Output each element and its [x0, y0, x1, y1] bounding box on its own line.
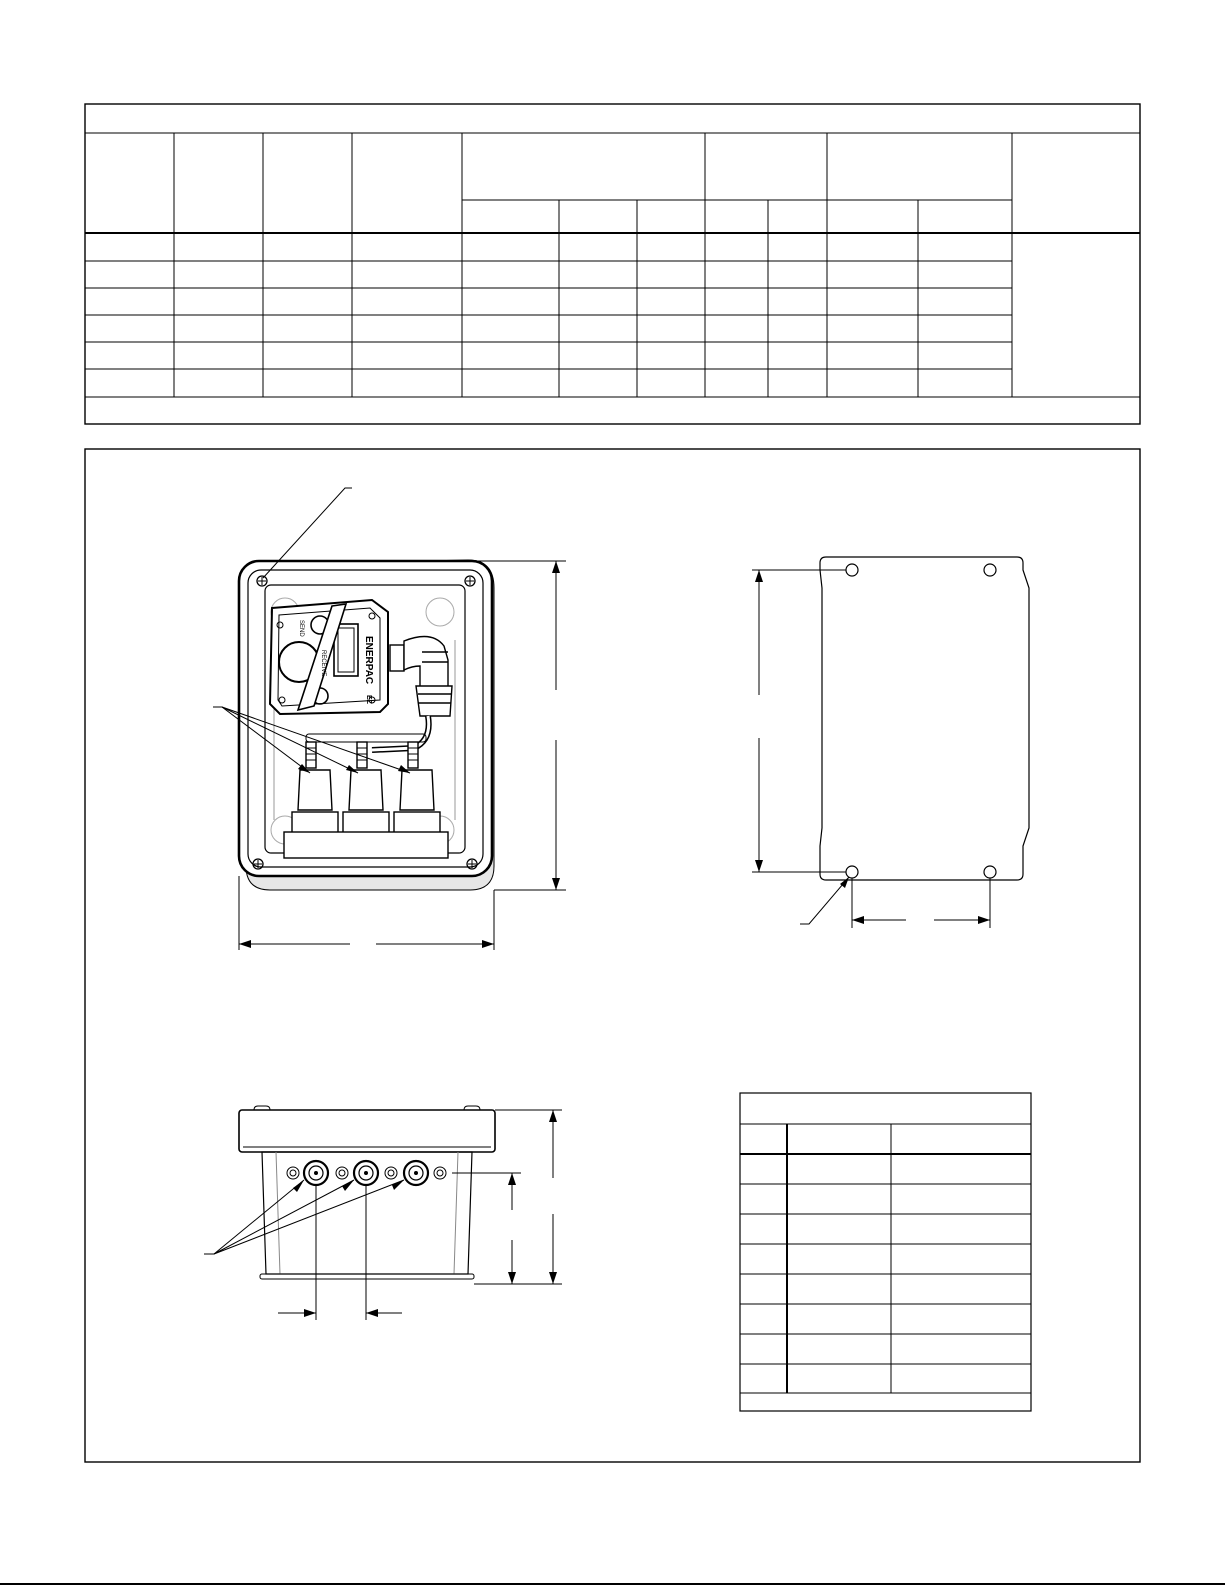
rear-view [752, 557, 1029, 928]
side-height-dimension [474, 1110, 562, 1284]
small-table [740, 1093, 1031, 1411]
port-icon [434, 1167, 446, 1179]
port-height-dimension [452, 1173, 521, 1284]
spec-table [85, 104, 1140, 424]
port-icon [287, 1167, 299, 1179]
send-label: SEND [298, 620, 304, 637]
port-icon [304, 1161, 328, 1185]
receiver-module [270, 600, 388, 714]
front-view [213, 488, 566, 950]
enerpac-logo: ENERPAC [363, 636, 374, 685]
hole-horizontal-dimension [852, 878, 990, 928]
leader-lines-ports [204, 1180, 404, 1254]
port-icon [385, 1167, 397, 1179]
screw-head-icon [253, 859, 263, 869]
screw-head-icon [465, 576, 475, 586]
side-view [204, 1106, 562, 1320]
hole-vertical-dimension [752, 570, 846, 872]
port-icon [404, 1161, 428, 1185]
screw-head-icon [257, 576, 267, 586]
ez-logo: EZ [365, 695, 372, 704]
port-icon [354, 1161, 378, 1185]
mount-hole-icon [846, 564, 858, 576]
mount-hole-icon [984, 564, 996, 576]
port-icon [336, 1167, 348, 1179]
receive-label: RECEIVE [320, 650, 326, 677]
mount-hole-icon [984, 866, 996, 878]
screw-head-icon [467, 859, 477, 869]
mount-hole-icon [846, 866, 858, 878]
